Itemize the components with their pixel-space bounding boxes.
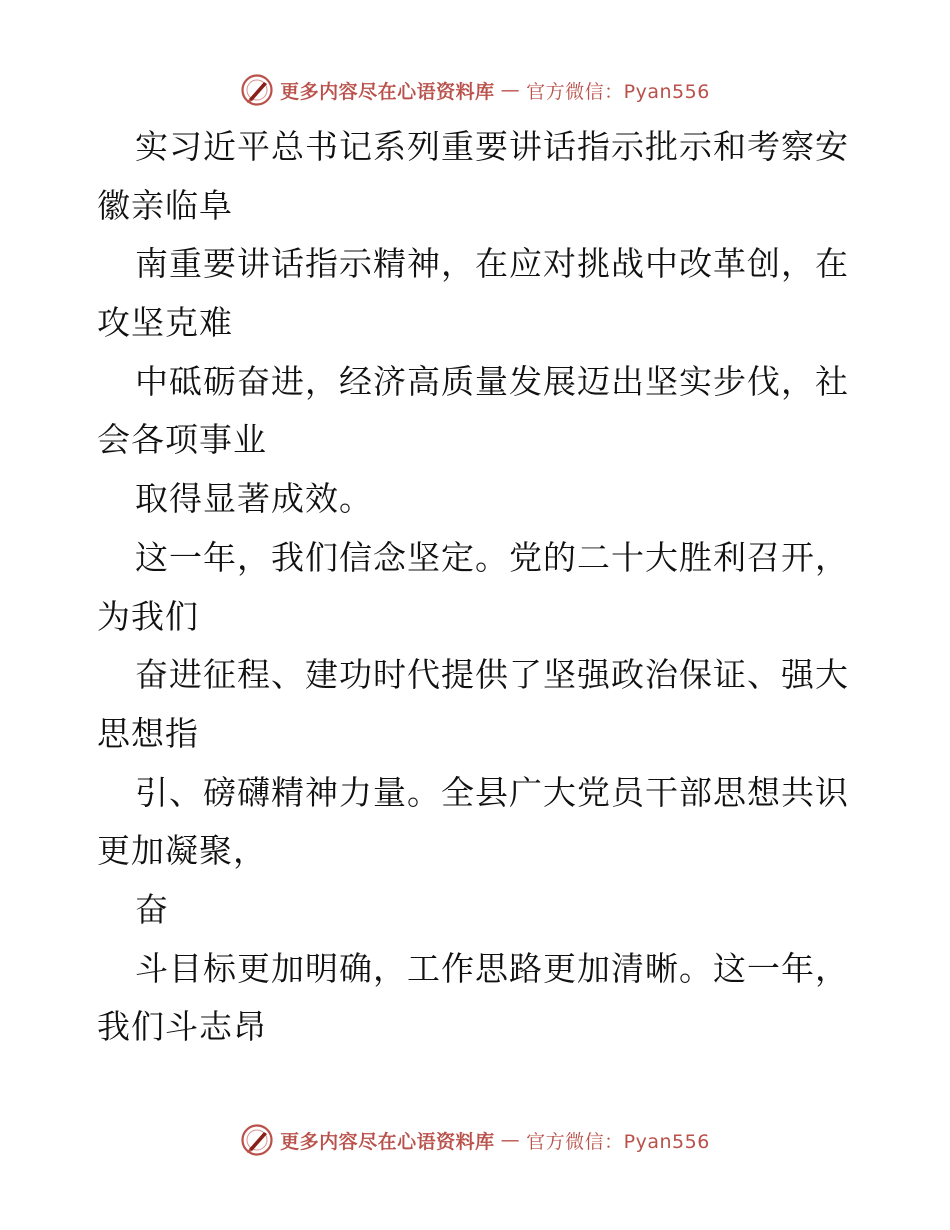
body-line: 思想指 <box>97 713 199 753</box>
header-contact-text: 官方微信：Pyan556 <box>526 80 710 103</box>
header-watermark <box>0 70 950 110</box>
footer-dash: — <box>500 1129 521 1151</box>
footer-contact-text: 官方微信：Pyan556 <box>526 1130 710 1153</box>
body-line: 南重要讲话指示精神，在应对挑战中改革创，在 <box>135 244 849 284</box>
body-line: 中砥砺奋进，经济高质量发展迈出坚实步伐，社 <box>135 361 849 401</box>
body-line: 斗目标更加明确，工作思路更加清晰。这一年， <box>135 948 849 988</box>
body-line: 攻坚克难 <box>97 303 233 343</box>
body-line: 奋进征程、建功时代提供了坚强政治保证、强大 <box>135 655 849 695</box>
body-line: 会各项事业 <box>97 420 267 460</box>
body-line: 更加凝聚， <box>97 831 267 871</box>
body-line: 实习近平总书记系列重要讲话指示批示和考察安 <box>135 127 849 166</box>
footer-watermark <box>0 1120 950 1160</box>
body-line: 这一年，我们信念坚定。党的二十大胜利召开， <box>135 537 849 577</box>
document-body <box>97 118 857 1057</box>
body-line: 我们斗志昂 <box>97 1007 267 1047</box>
body-line: 引、磅礴精神力量。全县广大党员干部思想共识 <box>135 772 849 812</box>
body-line: 奋 <box>135 889 169 929</box>
footer-brand-text: 更多内容尽在心语资料库 <box>280 1130 495 1153</box>
quill-logo-icon <box>240 1123 274 1157</box>
body-line: 为我们 <box>97 596 199 636</box>
body-line: 徽亲临阜 <box>97 185 233 225</box>
header-dash: — <box>500 79 521 101</box>
body-line: 取得显著成效。 <box>135 479 373 519</box>
quill-logo-icon <box>240 73 274 107</box>
header-brand-text: 更多内容尽在心语资料库 <box>280 80 495 103</box>
